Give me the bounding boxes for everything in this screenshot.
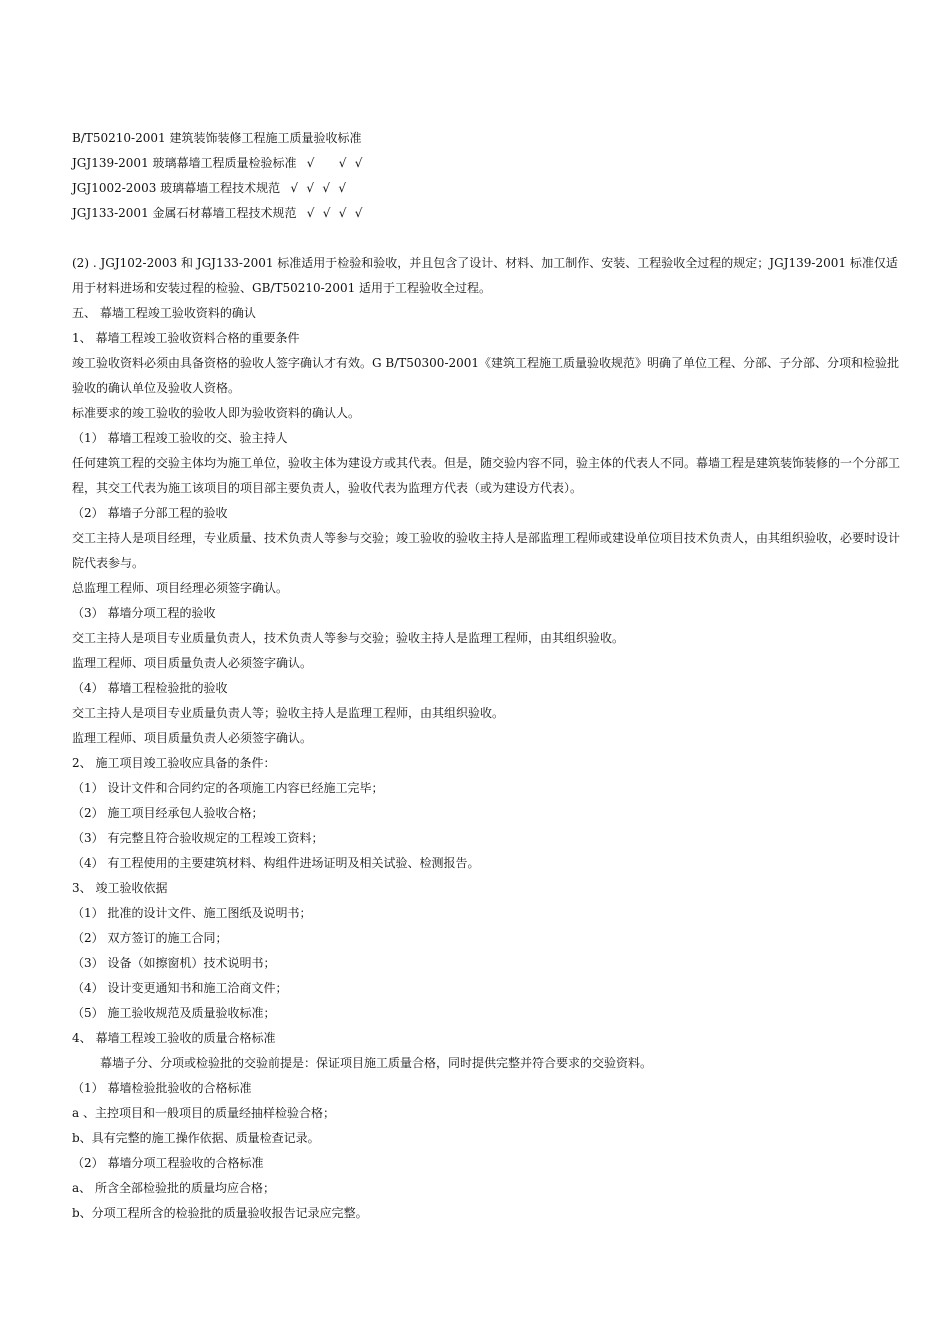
list-item: b、分项工程所含的检验批的质量验收报告记录应完整。 xyxy=(72,1206,368,1220)
subsection-heading: 2、 施工项目竣工验收应具备的条件： xyxy=(72,756,276,770)
section-heading: 五、 幕墙工程竣工验收资料的确认 xyxy=(72,306,256,320)
check-mark-icon: √ xyxy=(322,181,330,195)
standard-name: JGJ133-2001 金属石材幕墙工程技术规范 xyxy=(72,206,297,220)
list-item: （1） 设计文件和合同约定的各项施工内容已经施工完毕； xyxy=(72,781,384,795)
subsection-heading: 4、 幕墙工程竣工验收的质量合格标准 xyxy=(72,1031,276,1045)
standards-note: (2) . JGJ102-2003 和 JGJ133-2001 标准适用于检验和验收，并且包含了设计、材料、加工制作、安装、工程验收全过程的规定；JGJ139-2001 标准仅适用于材料进场和安装过程的检验、GB/T50210-2001 适用于工程验收全过程。 xyxy=(72,256,898,295)
blank-line xyxy=(72,226,908,251)
check-mark-icon: √ xyxy=(306,156,315,170)
paragraph: 标准要求的竣工验收的验收人即为验收资料的确认人。 xyxy=(72,406,361,420)
check-marks xyxy=(303,151,367,176)
list-item: （4） 设计变更通知书和施工洽商文件； xyxy=(72,981,288,995)
check-marks xyxy=(286,176,350,201)
document-body xyxy=(72,126,908,1226)
list-item: （4） 有工程使用的主要建筑材料、构组件进场证明及相关试验、检测报告。 xyxy=(72,856,480,870)
check-mark-icon: √ xyxy=(338,156,347,170)
item-heading: （1） 幕墙检验批验收的合格标准 xyxy=(72,1081,252,1095)
item-heading: （1） 幕墙工程竣工验收的交、验主持人 xyxy=(72,431,288,445)
check-mark-icon: √ xyxy=(306,206,315,220)
paragraph: 监理工程师、项目质量负责人必须签字确认。 xyxy=(72,656,313,670)
check-marks xyxy=(303,201,367,226)
check-mark-icon: √ xyxy=(306,181,314,195)
subsection-heading: 3、 竣工验收依据 xyxy=(72,881,168,895)
list-item: a 、主控项目和一般项目的质量经抽样检验合格； xyxy=(72,1106,335,1120)
standards-table xyxy=(72,126,908,226)
paragraph: 监理工程师、项目质量负责人必须签字确认。 xyxy=(72,731,313,745)
paragraph: 交工主持人是项目专业质量负责人，技术负责人等参与交验；验收主持人是监理工程师，由其组织验收。 xyxy=(72,631,625,645)
standard-name: JGJ1002-2003 玻璃幕墙工程技术规范 xyxy=(72,181,281,195)
paragraph: 交工主持人是项目经理，专业质量、技术负责人等参与交验；竣工验收的验收主持人是部监理工程师或建设单位项目技术负责人，由其组织验收，必要时设计院代表参与。 xyxy=(72,531,901,570)
check-mark-icon: √ xyxy=(354,206,363,220)
paragraph: 交工主持人是项目专业质量负责人等；验收主持人是监理工程师，由其组织验收。 xyxy=(72,706,505,720)
list-item: b、具有完整的施工操作依据、质量检查记录。 xyxy=(72,1131,320,1145)
item-heading: （4） 幕墙工程检验批的验收 xyxy=(72,681,228,695)
check-mark-icon: √ xyxy=(338,181,346,195)
check-mark-icon: √ xyxy=(354,156,363,170)
paragraph: 幕墙子分、分项或检验批的交验前提是：保证项目施工质量合格，同时提供完整并符合要求的交验资料。 xyxy=(100,1056,653,1070)
list-item: （3） 有完整且符合验收规定的工程竣工资料； xyxy=(72,831,324,845)
list-item: （2） 双方签订的施工合同； xyxy=(72,931,228,945)
list-item: （1） 批准的设计文件、施工图纸及说明书； xyxy=(72,906,312,920)
list-item: （2） 施工项目经承包人验收合格； xyxy=(72,806,264,820)
check-mark-icon: √ xyxy=(322,206,331,220)
list-item: （5） 施工验收规范及质量验收标准； xyxy=(72,1006,276,1020)
check-mark-icon: √ xyxy=(338,206,347,220)
standard-row xyxy=(72,126,908,151)
standard-name: JGJ139-2001 玻璃幕墙工程质量检验标准 xyxy=(72,156,297,170)
standard-row xyxy=(72,176,908,201)
list-item: （3） 设备（如擦窗机）技术说明书； xyxy=(72,956,276,970)
standard-name: B/T50210-2001 建筑装饰装修工程施工质量验收标准 xyxy=(72,131,362,145)
empty-check-cell xyxy=(319,151,335,176)
standard-row xyxy=(72,201,908,226)
item-heading: （2） 幕墙子分部工程的验收 xyxy=(72,506,228,520)
list-item: a、 所含全部检验批的质量均应合格； xyxy=(72,1181,275,1195)
item-heading: （3） 幕墙分项工程的验收 xyxy=(72,606,216,620)
paragraph: 总监理工程师、项目经理必须签字确认。 xyxy=(72,581,289,595)
standard-row xyxy=(72,151,908,176)
paragraph: 任何建筑工程的交验主体均为施工单位，验收主体为建设方或其代表。但是，随交验内容不同，验主体的代表人不同。幕墙工程是建筑装饰装修的一个分部工程，其交工代表为施工该项目的项目部主要负责人，验收代表为监理方代表（或为建设方代表）。 xyxy=(72,456,901,495)
check-mark-icon: √ xyxy=(290,181,298,195)
item-heading: （2） 幕墙分项工程验收的合格标准 xyxy=(72,1156,264,1170)
subsection-heading: 1、 幕墙工程竣工验收资料合格的重要条件 xyxy=(72,331,300,345)
paragraph: 竣工验收资料必须由具备资格的验收人签字确认才有效。G B/T50300-2001《建筑工程施工质量验收规范》明确了单位工程、分部、子分部、分项和检验批验收的确认单位及验收人资格。 xyxy=(72,356,900,395)
